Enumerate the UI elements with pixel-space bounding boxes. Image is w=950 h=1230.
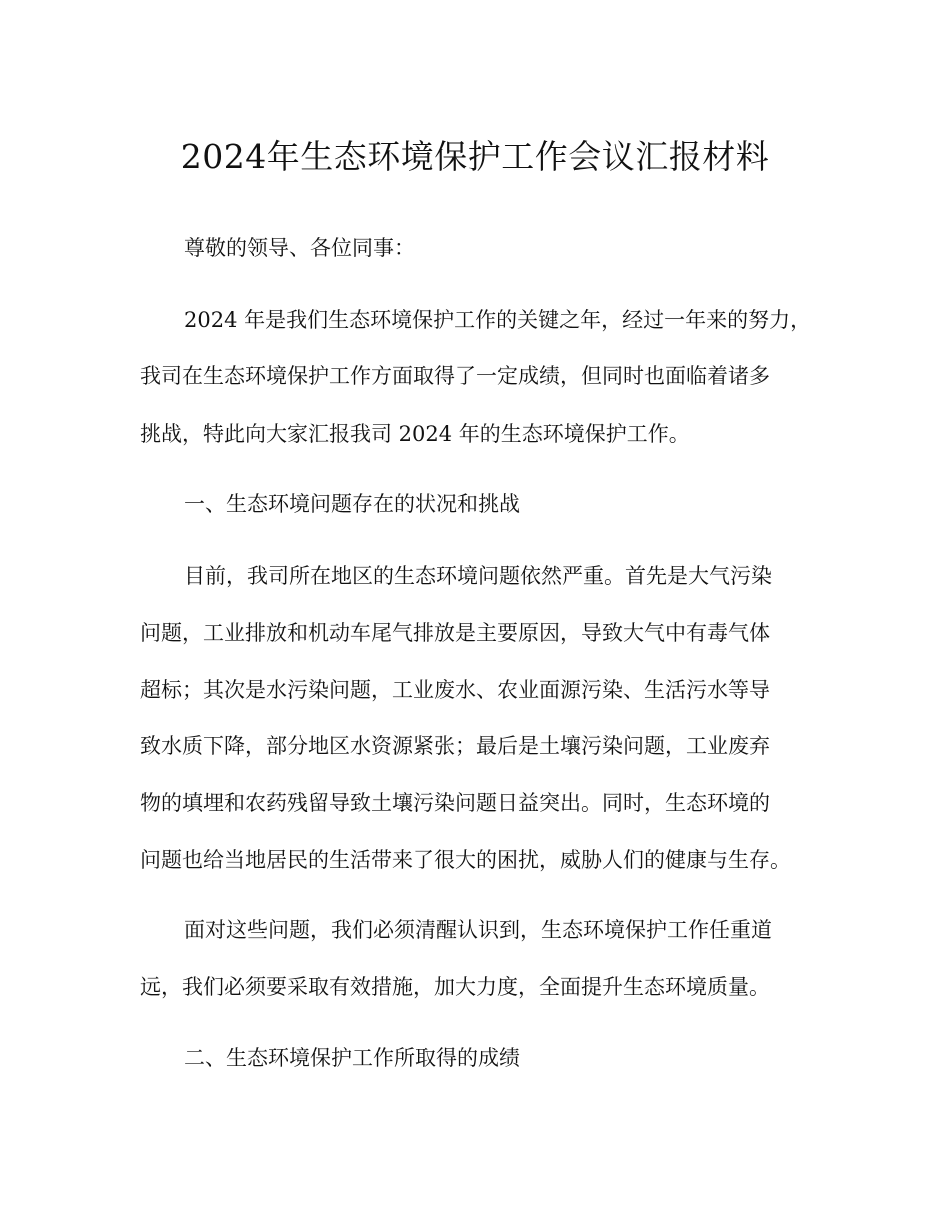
document-title: 2024年生态环境保护工作会议汇报材料 xyxy=(180,137,770,176)
section1-para1-line-4: 致水质下降，部分地区水资源紧张；最后是土壤污染问题，工业废弃 xyxy=(140,734,770,758)
section2-heading: 二、生态环境保护工作所取得的成绩 xyxy=(184,1046,520,1070)
greeting: 尊敬的领导、各位同事： xyxy=(184,236,415,260)
section1-para1-line-5: 物的填埋和农药残留导致土壤污染问题日益突出。同时，生态环境的 xyxy=(140,791,770,815)
section1-para1-line-3: 超标；其次是水污染问题，工业废水、农业面源污染、生活污水等导 xyxy=(140,678,770,702)
section1-para1-line-1: 目前，我司所在地区的生态环境问题依然严重。首先是大气污染 xyxy=(184,564,772,588)
section1-para1-line-2: 问题，工业排放和机动车尾气排放是主要原因，导致大气中有毒气体 xyxy=(140,621,770,645)
section1-para2-line-2: 远，我们必须要采取有效措施，加大力度，全面提升生态环境质量。 xyxy=(140,975,770,999)
intro-line-2: 我司在生态环境保护工作方面取得了一定成绩，但同时也面临着诸多 xyxy=(140,364,770,388)
intro-line-3: 挑战，特此向大家汇报我司 2024 年的生态环境保护工作。 xyxy=(140,422,690,446)
section1-heading: 一、生态环境问题存在的状况和挑战 xyxy=(184,492,520,516)
intro-line-1: 2024 年是我们生态环境保护工作的关键之年，经过一年来的努力， xyxy=(184,308,812,332)
section1-para2-line-1: 面对这些问题，我们必须清醒认识到，生态环境保护工作任重道 xyxy=(184,918,772,942)
section1-para1-line-6: 问题也给当地居民的生活带来了很大的困扰，威胁人们的健康与生存。 xyxy=(140,848,791,872)
